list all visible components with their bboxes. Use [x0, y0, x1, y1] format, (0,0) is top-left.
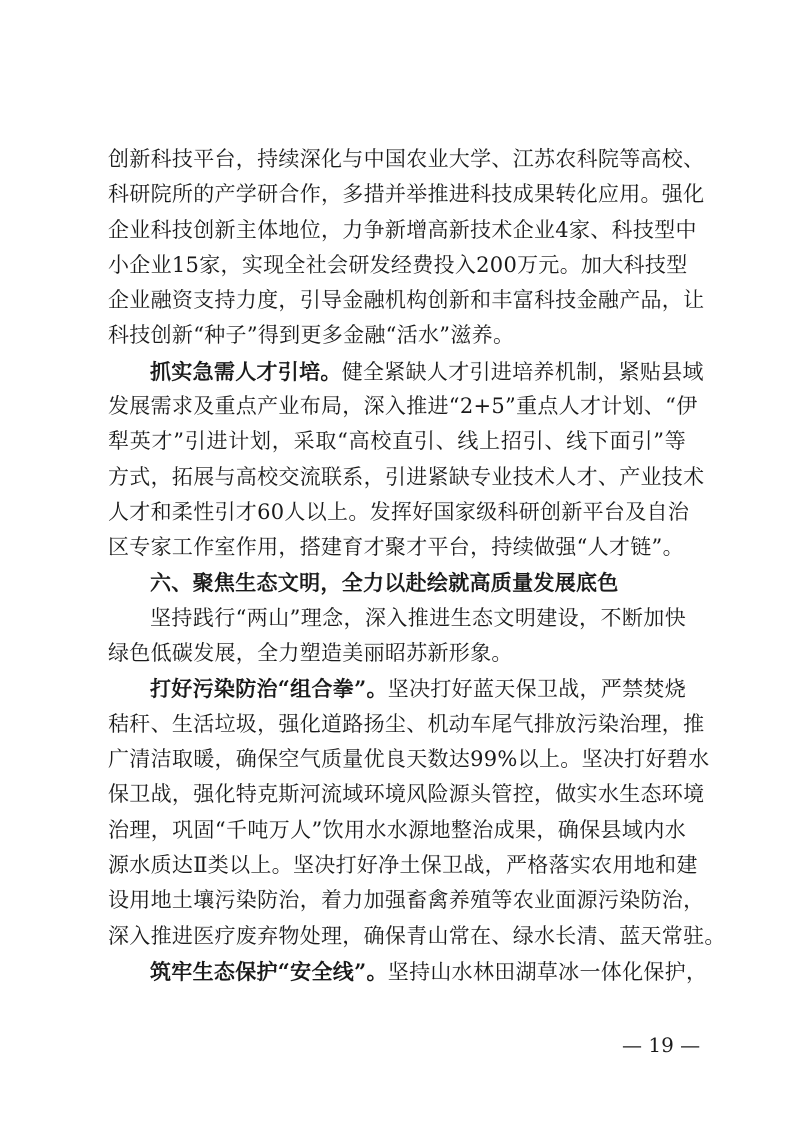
subheading-protection: 筑牢生态保护“安全线”。 — [150, 958, 388, 984]
body-text: 坚持山水林田湖草冰一体化保护， — [387, 959, 708, 984]
body-line: 人才和柔性引才60人以上。发挥好国家级科研创新平台及自治 — [108, 499, 690, 524]
paragraph-talent — [108, 354, 704, 389]
paragraph-protection — [108, 954, 708, 989]
body-line: 源水质达Ⅱ类以上。坚决打好净土保卫战，严格落实农用地和建 — [108, 852, 698, 877]
body-line: 治理，巩固“千吨万人”饮用水水源地整治成果，确保县域内水 — [108, 817, 686, 842]
body-line: 绿色低碳发展，全力塑造美丽昭苏新形象。 — [108, 641, 513, 666]
body-line: 设用地土壤污染防治，着力加强畜禽养殖等农业面源污染防治， — [108, 888, 705, 913]
body-line: 科技创新“种子”得到更多金融“活水”滋养。 — [108, 323, 515, 348]
subheading-pollution: 打好污染防治“组合拳”。 — [150, 676, 388, 702]
section-heading: 六、聚焦生态文明，全力以赴绘就高质量发展底色 — [150, 570, 619, 595]
body-line: 发展需求及重点产业布局，深入推进“2+5”重点人才计划、“伊 — [108, 394, 698, 419]
body-line: 企业科技创新主体地位，力争新增高新技术企业4家、科技型中 — [108, 217, 697, 242]
document-page — [108, 142, 726, 989]
body-line: 区专家工作室作用，搭建育才聚才平台，持续做强“人才链”。 — [108, 535, 684, 560]
body-line: 广清洁取暖，确保空气质量优良天数达99%以上。坚决打好碧水 — [108, 747, 710, 772]
body-line: 坚持践行“两山”理念，深入推进生态文明建设，不断加快 — [150, 605, 686, 630]
body-text: 健全紧缺人才引进培养机制，紧贴县域 — [341, 359, 704, 384]
body-line: 保卫战，强化特克斯河流域环境风险源头管控，做实水生态环境 — [108, 782, 705, 807]
body-line: 企业融资支持力度，引导金融机构创新和丰富科技金融产品，让 — [108, 288, 705, 313]
body-text: 坚决打好蓝天保卫战，严禁焚烧 — [387, 677, 686, 702]
page-number: — 19 — — [622, 1033, 701, 1057]
body-line: 科研院所的产学研合作，多措并举推进科技成果转化应用。强化 — [108, 182, 705, 207]
body-line: 小企业15家，实现全社会研发经费投入200万元。加大科技型 — [108, 252, 688, 277]
body-line: 深入推进医疗废弃物处理，确保青山常在、绿水长清、蓝天常驻。 — [108, 923, 726, 948]
body-line: 创新科技平台，持续深化与中国农业大学、江苏农科院等高校、 — [108, 147, 705, 171]
body-line: 秸秆、生活垃圾，强化道路扬尘、机动车尾气排放污染治理，推 — [108, 711, 705, 736]
body-line: 方式，拓展与高校交流联系，引进紧缺专业技术人才、产业技术 — [108, 464, 705, 489]
paragraph-pollution — [108, 671, 686, 706]
subheading-talent: 抓实急需人才引培。 — [150, 358, 342, 384]
body-line: 犁英才”引进计划，采取“高校直引、线上招引、线下面引”等 — [108, 429, 686, 454]
